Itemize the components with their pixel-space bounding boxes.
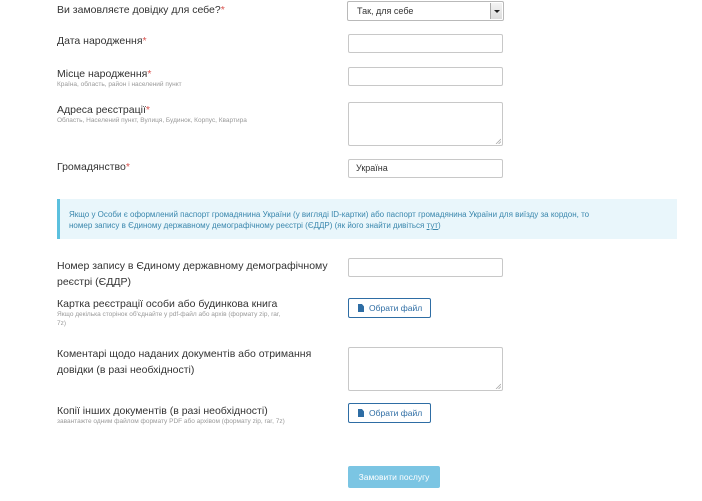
submit-button[interactable]: Замовити послугу <box>348 466 440 488</box>
birth-date-label <box>57 34 147 48</box>
registration-address-textarea[interactable] <box>348 102 503 146</box>
resize-grip-icon[interactable] <box>495 138 501 144</box>
birth-date-input[interactable] <box>348 34 503 53</box>
eddr-number-input[interactable] <box>348 258 503 277</box>
chevron-down-icon[interactable] <box>490 3 502 19</box>
other-docs-label: Копії інших документів (в разі необхідності) <box>57 405 268 417</box>
required-mark: * <box>125 161 130 173</box>
for-self-label <box>57 3 225 17</box>
registration-address-label <box>57 103 150 117</box>
birth-place-label <box>57 67 151 81</box>
required-mark: * <box>220 4 225 16</box>
other-docs-file-button[interactable] <box>348 403 431 423</box>
comments-textarea[interactable] <box>348 347 503 391</box>
citizenship-label-text: Громадянство <box>57 161 126 173</box>
other-docs-file-button-label: Обрати файл <box>369 408 423 418</box>
info-box-line2 <box>69 220 677 231</box>
comments-label-line2: довідки (в разі необхідності) <box>57 364 195 376</box>
eddr-number-label <box>57 259 328 289</box>
info-box-line1: Якщо у Особи є оформлений паспорт громадянина України (у вигляді ID-картки) або паспорт громадянина України для виїзду за кордон, то <box>69 210 590 219</box>
registration-address-hint: Область, Населений пункт, Вулиця, Будинок, Корпус, Квартира <box>57 117 247 124</box>
for-self-label-text: Ви замовляєте довідку для себе? <box>57 4 221 16</box>
eddr-number-label-line2: реєстрі (ЄДДР) <box>57 276 131 288</box>
birth-place-input[interactable] <box>348 67 503 86</box>
birth-place-label-text: Місце народження <box>57 68 148 80</box>
eddr-number-label-line1: Номер запису в Єдиному державному демографічному <box>57 260 328 272</box>
info-box-line2-text: номер запису в Єдиному державному демографічному реєстрі (ЄДДР) (як його знайти дивіться <box>69 221 427 230</box>
for-self-select[interactable] <box>347 1 504 21</box>
registration-address-label-text: Адреса реєстрації <box>57 104 146 116</box>
other-docs-hint: завантажте одним файлом формату PDF або архівом (формату zip, rar, 7z) <box>57 418 285 425</box>
registration-card-label: Картка реєстрації особи або будинкова книга <box>57 298 278 310</box>
for-self-selected-value: Так, для себе <box>357 6 414 16</box>
citizenship-input[interactable]: Україна <box>348 159 503 178</box>
birth-date-label-text: Дата народження <box>57 35 143 47</box>
registration-card-hint-line2: 7z) <box>57 319 67 327</box>
registration-card-hint <box>57 311 280 328</box>
registration-card-hint-line1: Якщо декілька сторінок об'єднайте у pdf-файл або архів (формату zip, rar, <box>57 311 281 318</box>
eddr-help-link[interactable]: тут <box>426 221 439 230</box>
registration-card-file-button-label: Обрати файл <box>369 303 423 313</box>
resize-grip-icon[interactable] <box>495 383 501 389</box>
required-mark: * <box>142 35 147 47</box>
file-icon <box>358 304 364 312</box>
required-mark: * <box>145 104 150 116</box>
registration-card-file-button[interactable] <box>348 298 431 318</box>
info-box-line2-end: ) <box>438 221 441 230</box>
birth-place-hint: Країна, область, район і населений пункт <box>57 81 182 88</box>
citizenship-label <box>57 160 130 174</box>
required-mark: * <box>147 68 152 80</box>
file-icon <box>358 409 364 417</box>
info-box <box>57 199 677 239</box>
comments-label <box>57 347 311 377</box>
comments-label-line1: Коментарі щодо наданих документів або отримання <box>57 348 312 360</box>
